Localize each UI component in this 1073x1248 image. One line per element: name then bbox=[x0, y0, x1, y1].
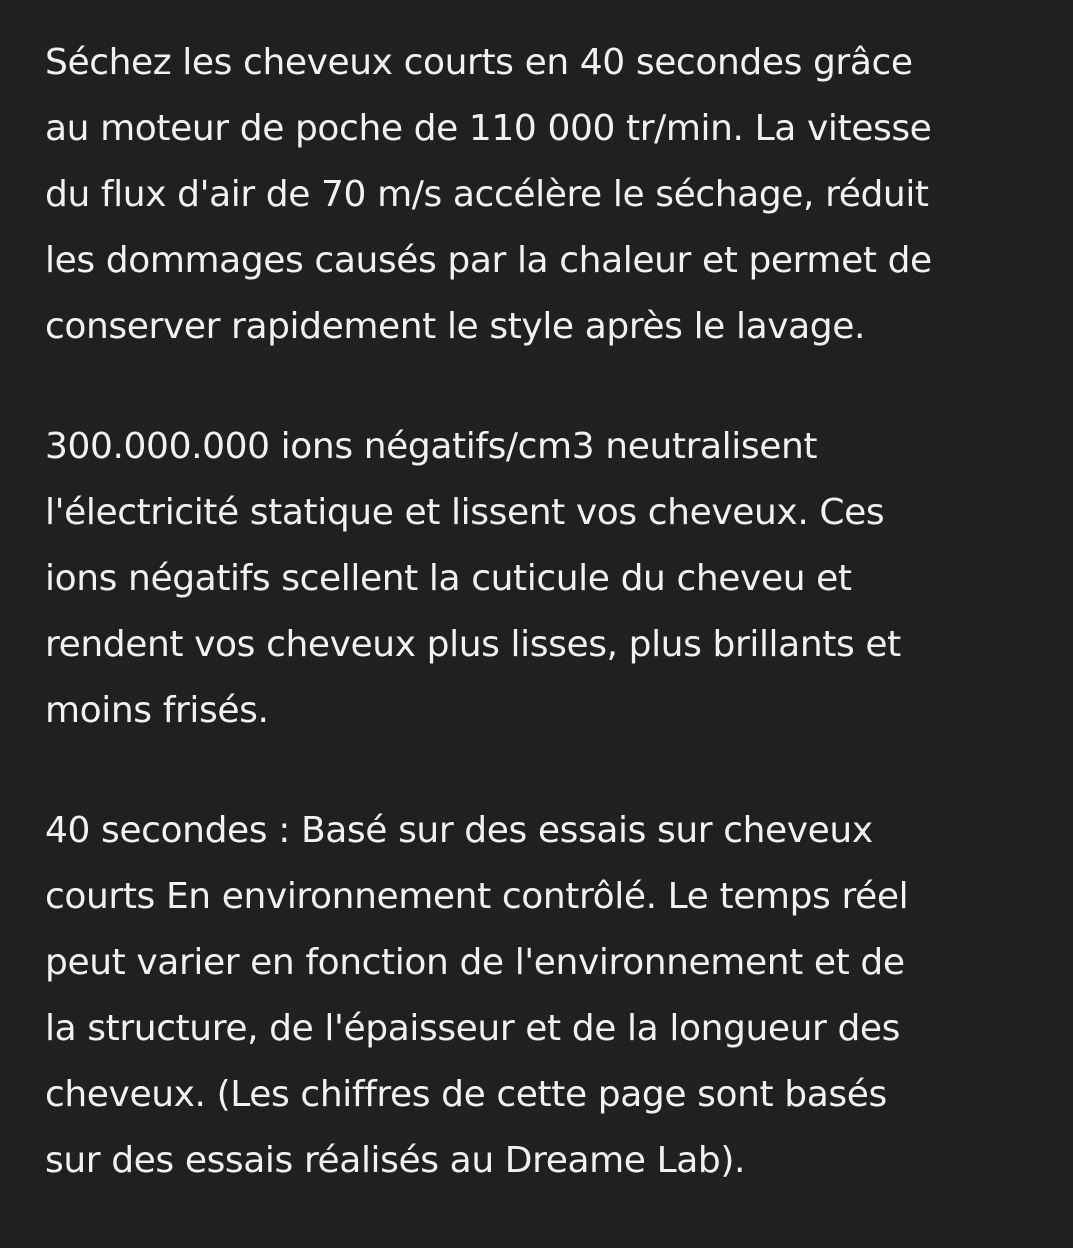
text-line: conserver rapidement le style après le lavage. bbox=[45, 306, 866, 347]
text-line: 300.000.000 ions négatifs/cm3 neutralisent bbox=[45, 426, 818, 467]
text-line: du flux d'air de 70 m/s accélère le séchage, réduit bbox=[45, 174, 929, 215]
product-description bbox=[45, 30, 1045, 1248]
text-line: 40 secondes : Basé sur des essais sur cheveux bbox=[45, 810, 873, 851]
text-line: ions négatifs scellent la cuticule du cheveu et bbox=[45, 558, 852, 599]
text-line: rendent vos cheveux plus lisses, plus brillants et bbox=[45, 624, 901, 665]
text-line: au moteur de poche de 110 000 tr/min. La vitesse bbox=[45, 108, 932, 149]
text-line: Séchez les cheveux courts en 40 secondes grâce bbox=[45, 42, 913, 83]
text-line: les dommages causés par la chaleur et permet de bbox=[45, 240, 932, 281]
paragraph-test-disclaimer bbox=[45, 798, 1045, 1194]
paragraph-negative-ions bbox=[45, 414, 1045, 744]
text-line: l'électricité statique et lissent vos cheveux. Ces bbox=[45, 492, 885, 533]
text-line: courts En environnement contrôlé. Le temps réel bbox=[45, 876, 909, 917]
text-line: sur des essais réalisés au Dreame Lab). bbox=[45, 1140, 746, 1181]
text-line: la structure, de l'épaisseur et de la longueur des bbox=[45, 1008, 901, 1049]
text-line: cheveux. (Les chiffres de cette page sont basés bbox=[45, 1074, 887, 1115]
paragraph-drying-speed bbox=[45, 30, 1045, 360]
text-line: moins frisés. bbox=[45, 690, 269, 731]
text-line: peut varier en fonction de l'environnement et de bbox=[45, 942, 905, 983]
